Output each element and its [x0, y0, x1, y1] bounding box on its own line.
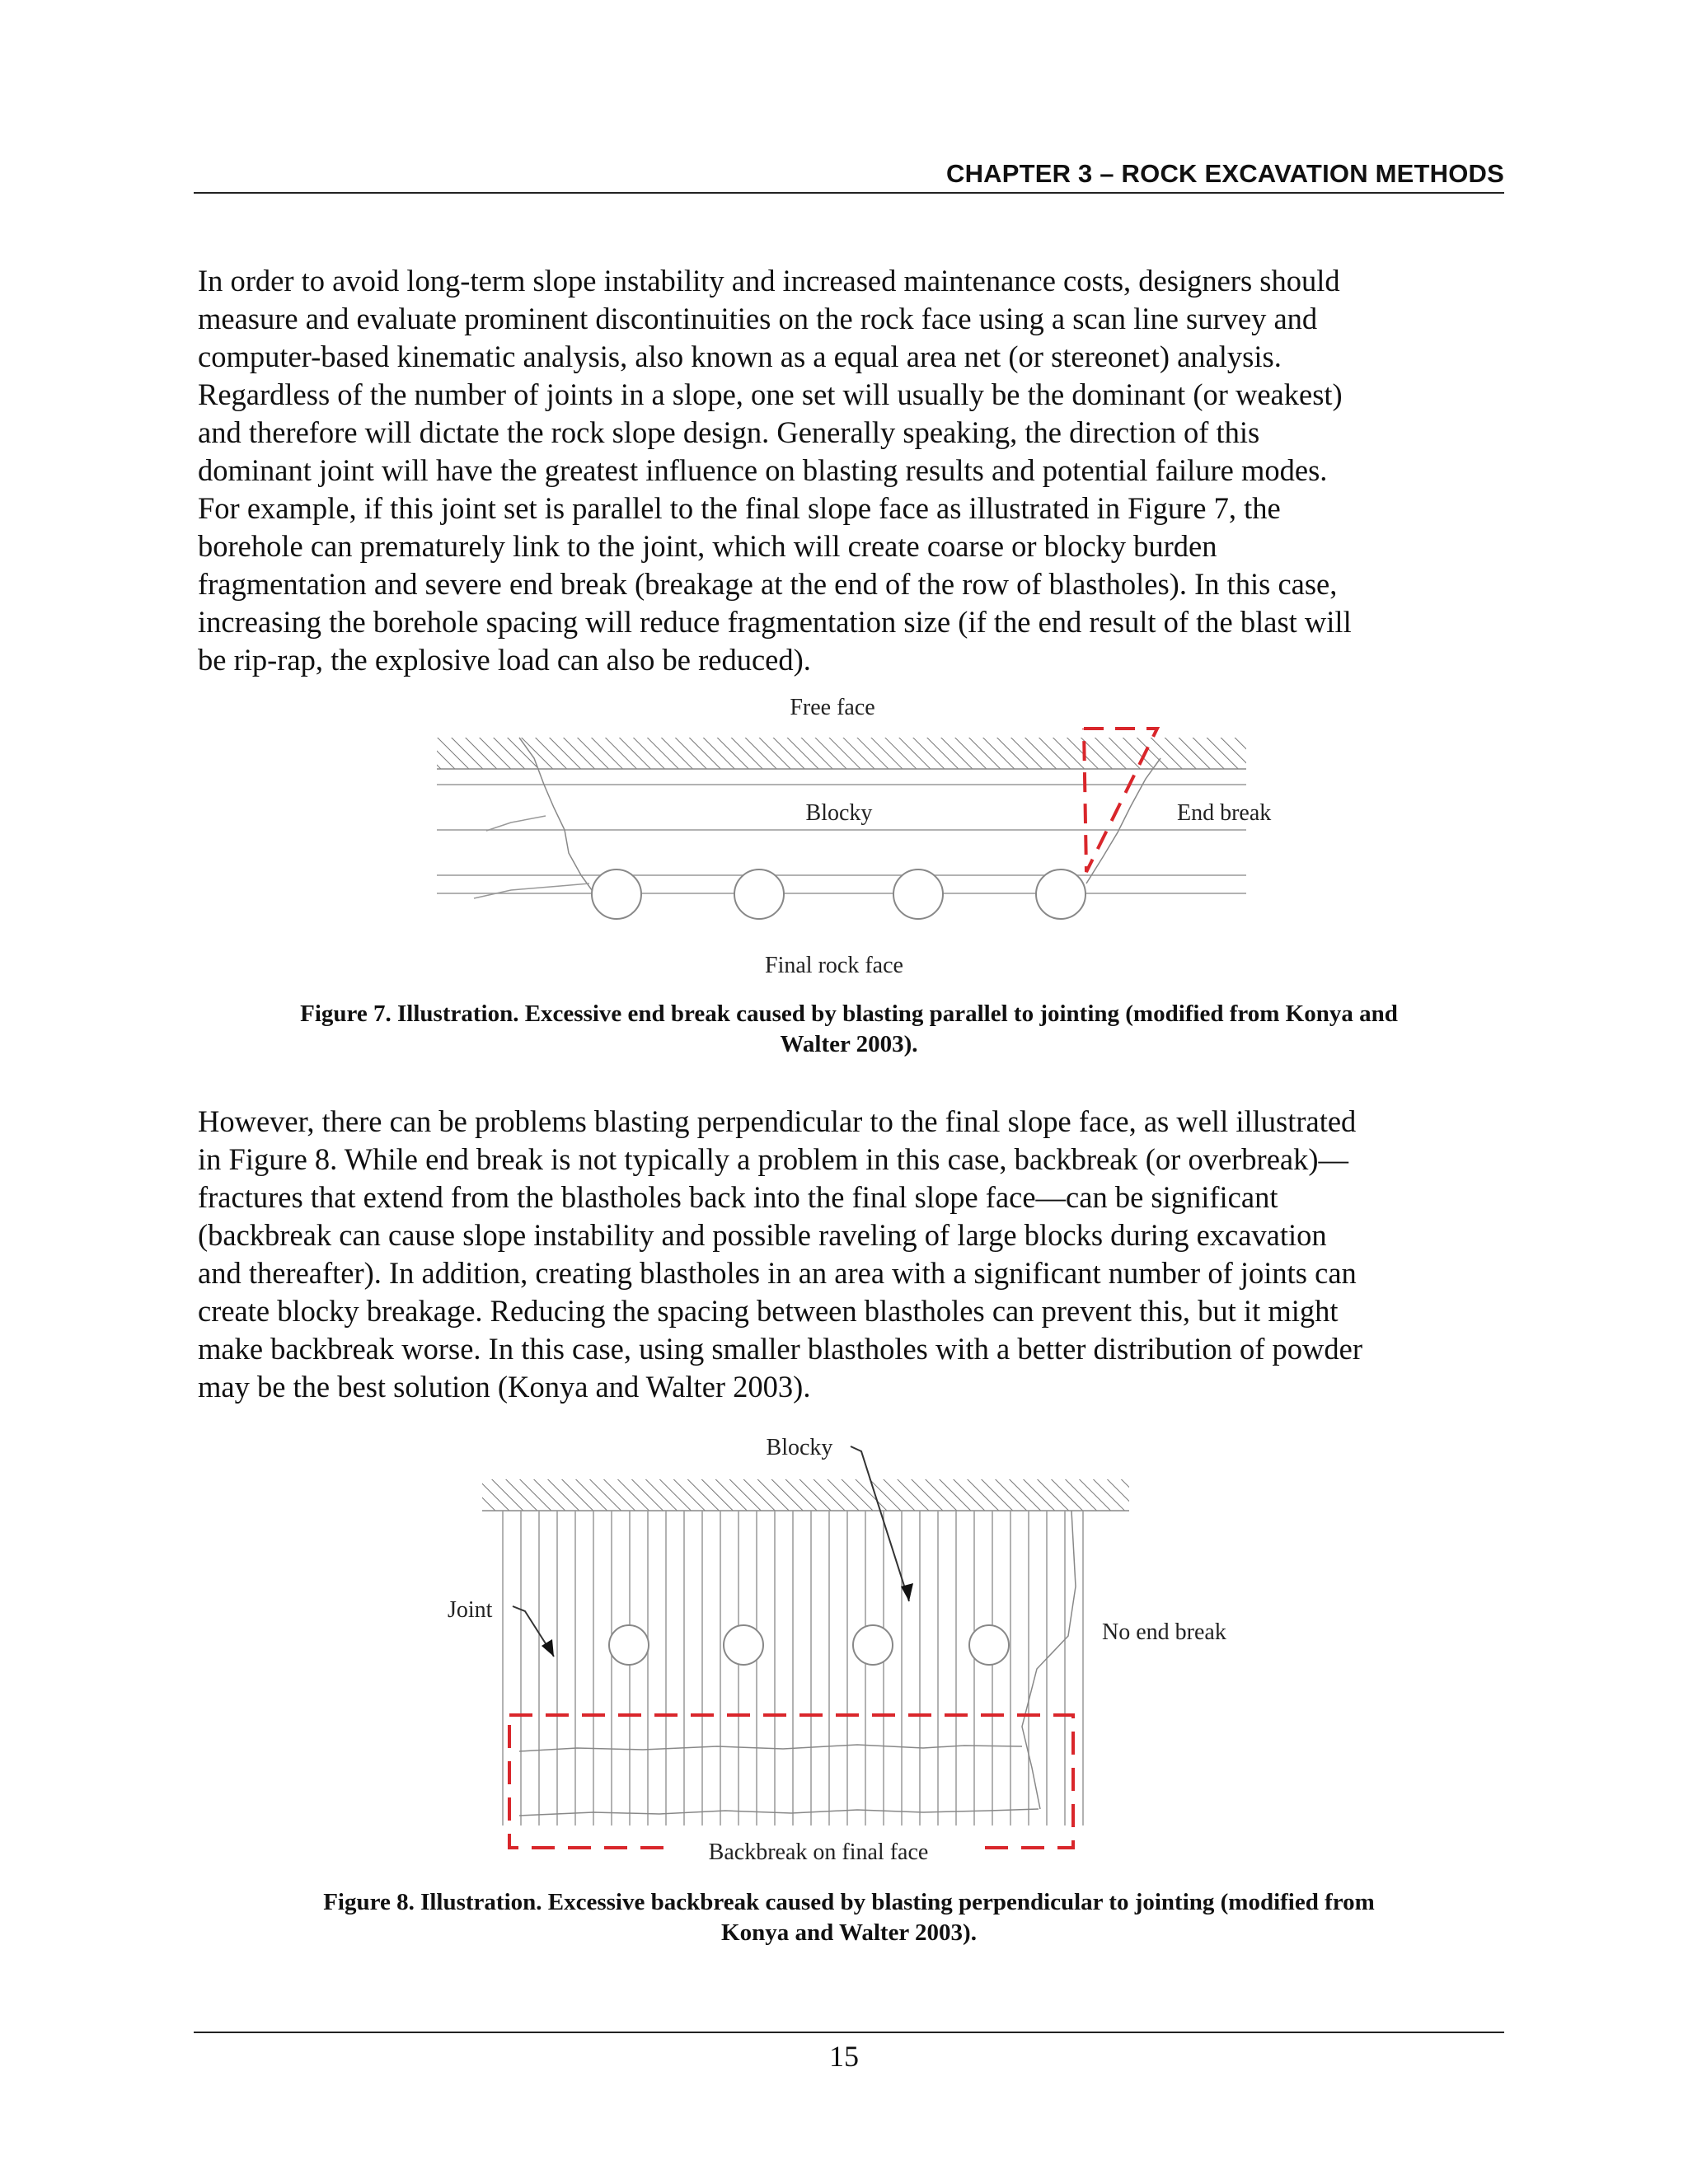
caption-line: Konya and Walter 2003). — [721, 1919, 977, 1946]
paragraph-line: make backbreak worse. In this case, using smaller blastholes with a better distribution of powder — [198, 1332, 1362, 1366]
blasthole — [853, 1625, 893, 1665]
paragraph-line: However, there can be problems blasting perpendicular to the final slope face, as well illustrated — [198, 1104, 1357, 1138]
blocky-leader — [851, 1446, 909, 1601]
caption-line: Walter 2003). — [780, 1031, 918, 1057]
blasthole — [734, 869, 784, 919]
caption-line: Figure 8. Illustration. Excessive backbreak caused by blasting perpendicular to jointing (modified from — [323, 1889, 1375, 1915]
header-rule — [194, 192, 1504, 194]
paragraph-line: increasing the borehole spacing will reduce fragmentation size (if the end result of the blast will — [198, 605, 1352, 639]
paragraph-line: fragmentation and severe end break (breakage at the end of the row of blastholes). In this case, — [198, 567, 1338, 601]
figure-7-illustration — [0, 692, 1688, 989]
paragraph-line: For example, if this joint set is parallel to the final slope face as illustrated in Figure 7, the — [198, 491, 1281, 525]
blocky-label: Blocky — [805, 800, 873, 826]
paragraph-1 — [198, 262, 1517, 679]
paragraph-line: Regardless of the number of joints in a slope, one set will usually be the dominant (or weakest) — [198, 377, 1343, 411]
blocky-label: Blocky — [766, 1435, 833, 1460]
end-break-label: End break — [1177, 800, 1272, 826]
blasthole — [724, 1625, 763, 1665]
paragraph-line: create blocky breakage. Reducing the spacing between blastholes can prevent this, but it might — [198, 1294, 1339, 1328]
paragraph-line: fractures that extend from the blastholes back into the final slope face—can be significant — [198, 1180, 1278, 1214]
free-face-hatch — [437, 738, 1246, 769]
paragraph-line: computer-based kinematic analysis, also known as a equal area net (or stereonet) analysis. — [198, 340, 1282, 373]
paragraph-line: and therefore will dictate the rock slope design. Generally speaking, the direction of this — [198, 415, 1260, 449]
paragraph-line: measure and evaluate prominent discontinuities on the rock face using a scan line survey and — [198, 302, 1318, 335]
paragraph-line: may be the best solution (Konya and Walter 2003). — [198, 1370, 811, 1404]
paragraph-line: and thereafter). In addition, creating blastholes in an area with a significant number of joints can — [198, 1256, 1357, 1290]
figure-8-illustration — [0, 1422, 1688, 1865]
paragraph-line: In order to avoid long-term slope instability and increased maintenance costs, designers should — [198, 264, 1340, 298]
paragraph-line: (backbreak can cause slope instability and possible raveling of large blocks during excavation — [198, 1218, 1327, 1252]
blasthole — [969, 1625, 1009, 1665]
blasthole — [609, 1625, 649, 1665]
paragraph-line: be rip-rap, the explosive load can also be reduced). — [198, 643, 811, 677]
chapter-header: CHAPTER 3 – ROCK EXCAVATION METHODS — [946, 159, 1504, 188]
joint-label: Joint — [448, 1597, 493, 1623]
paragraph-2 — [198, 1103, 1517, 1406]
paragraph-line: in Figure 8. While end break is not typically a problem in this case, backbreak (or overbreak)— — [198, 1142, 1349, 1176]
figure-7-caption — [198, 999, 1500, 1060]
free-face-label: Free face — [790, 695, 875, 720]
blasthole — [592, 869, 641, 919]
page-number: 15 — [829, 2040, 859, 2073]
free-face-hatch — [482, 1479, 1129, 1511]
paragraph-line: dominant joint will have the greatest influence on blasting results and potential failure modes. — [198, 453, 1328, 487]
blasthole — [1036, 869, 1085, 919]
paragraph-line: borehole can prematurely link to the joint, which will create coarse or blocky burden — [198, 529, 1217, 563]
final-rock-face-label: Final rock face — [765, 953, 903, 978]
no-end-break-label: No end break — [1102, 1619, 1226, 1645]
backbreak-label: Backbreak on final face — [708, 1840, 929, 1865]
figure-8-caption — [198, 1887, 1500, 1948]
blasthole — [893, 869, 943, 919]
vertical-joints — [503, 1511, 1083, 1825]
footer-rule — [194, 2032, 1504, 2033]
caption-line: Figure 7. Illustration. Excessive end break caused by blasting parallel to jointing (modified from Konya and — [300, 1001, 1398, 1027]
